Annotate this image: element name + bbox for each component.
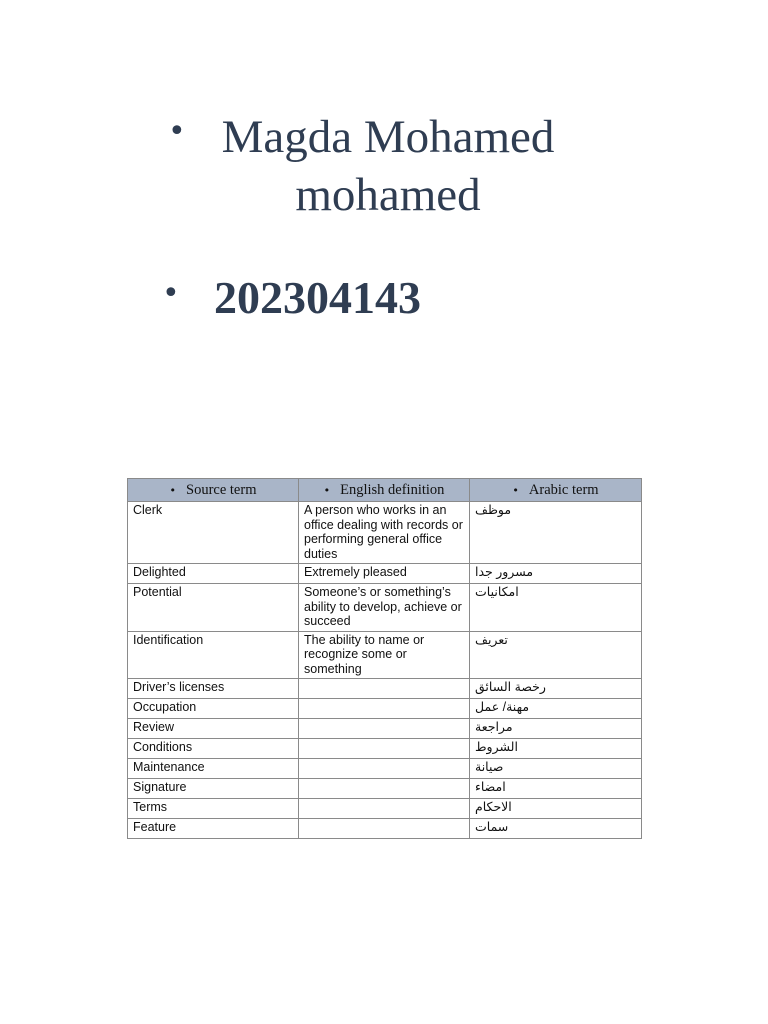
bullet-icon: • bbox=[512, 483, 519, 497]
arabic-term-text: سمات bbox=[475, 820, 509, 834]
cell-english-definition bbox=[299, 779, 470, 799]
arabic-term-text: امضاء bbox=[475, 780, 506, 794]
header-english-definition: • English definition bbox=[299, 479, 470, 502]
table-row bbox=[128, 699, 642, 719]
table-row bbox=[128, 819, 642, 839]
cell-arabic-term bbox=[470, 564, 642, 584]
cell-arabic-term bbox=[470, 759, 642, 779]
student-name-line1: Magda Mohamed bbox=[221, 111, 555, 163]
cell-english-definition bbox=[299, 739, 470, 759]
cell-english-definition: A person who works in an office dealing with records or performing general office duties bbox=[299, 502, 470, 564]
cell-arabic-term bbox=[470, 799, 642, 819]
arabic-term-text: الاحكام bbox=[475, 800, 512, 814]
student-name bbox=[212, 108, 564, 224]
cell-english-definition: Someone’s or something’s ability to develop, achieve or succeed bbox=[299, 584, 470, 632]
arabic-term-text: امكانيات bbox=[475, 585, 519, 599]
table-row bbox=[128, 739, 642, 759]
cell-arabic-term bbox=[470, 699, 642, 719]
table-row bbox=[128, 502, 642, 564]
table-row bbox=[128, 759, 642, 779]
arabic-term-text: الشروط bbox=[475, 740, 518, 754]
cell-english-definition bbox=[299, 679, 470, 699]
table-row bbox=[128, 719, 642, 739]
cell-english-definition bbox=[299, 719, 470, 739]
terms-table bbox=[127, 478, 642, 839]
arabic-term-text: مراجعة bbox=[475, 720, 513, 734]
cell-arabic-term bbox=[470, 631, 642, 679]
table-row bbox=[128, 631, 642, 679]
table-row bbox=[128, 679, 642, 699]
student-id: 202304143 bbox=[214, 272, 421, 323]
header-arabic-term: • Arabic term bbox=[470, 479, 642, 502]
cell-english-definition bbox=[299, 819, 470, 839]
arabic-term-text: مهنة/ عمل bbox=[475, 700, 530, 714]
arabic-term-text: صيانة bbox=[475, 760, 504, 774]
cell-arabic-term bbox=[470, 779, 642, 799]
cell-english-definition: The ability to name or recognize some or something bbox=[299, 631, 470, 679]
bullet-icon: • bbox=[162, 276, 180, 311]
bullet-icon: • bbox=[169, 483, 177, 497]
cell-source-term: Maintenance bbox=[128, 759, 299, 779]
arabic-term-text: تعريف bbox=[475, 632, 508, 647]
arabic-term-text: مسرور جدا bbox=[475, 565, 534, 579]
table-row bbox=[128, 779, 642, 799]
cell-source-term: Feature bbox=[128, 819, 299, 839]
cell-arabic-term bbox=[470, 502, 642, 564]
cell-source-term: Delighted bbox=[128, 564, 299, 584]
cell-source-term: Occupation bbox=[128, 699, 299, 719]
cell-source-term: Signature bbox=[128, 779, 299, 799]
table-header-row bbox=[128, 479, 642, 502]
table-row bbox=[128, 799, 642, 819]
cell-source-term: Driver’s licenses bbox=[128, 679, 299, 699]
cell-english-definition: Extremely pleased bbox=[299, 564, 470, 584]
bullet-icon: • bbox=[168, 114, 186, 149]
cell-english-definition bbox=[299, 759, 470, 779]
student-name-line2: mohamed bbox=[295, 169, 481, 221]
cell-arabic-term bbox=[470, 739, 642, 759]
arabic-term-text: رخصة السائق bbox=[475, 680, 546, 694]
cell-arabic-term bbox=[470, 819, 642, 839]
cell-arabic-term bbox=[470, 679, 642, 699]
cell-arabic-term bbox=[470, 719, 642, 739]
bullet-icon: • bbox=[323, 483, 331, 497]
cell-source-term: Terms bbox=[128, 799, 299, 819]
cell-source-term: Clerk bbox=[128, 502, 299, 564]
cell-source-term: Potential bbox=[128, 584, 299, 632]
header-source-term: • Source term bbox=[128, 479, 299, 502]
cell-english-definition bbox=[299, 799, 470, 819]
table-row bbox=[128, 564, 642, 584]
arabic-term-text: موظف bbox=[475, 503, 512, 517]
cell-source-term: Review bbox=[128, 719, 299, 739]
cell-source-term: Identification bbox=[128, 631, 299, 679]
table-row bbox=[128, 584, 642, 632]
cell-source-term: Conditions bbox=[128, 739, 299, 759]
cell-english-definition bbox=[299, 699, 470, 719]
cell-arabic-term bbox=[470, 584, 642, 632]
